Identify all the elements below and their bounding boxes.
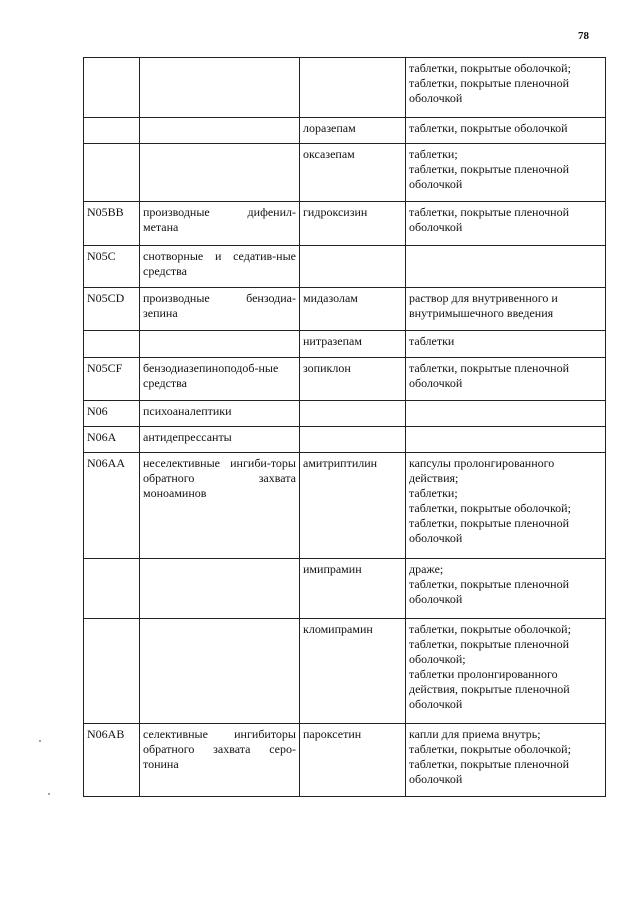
- dosage-form-cell: таблетки, покрытые оболочкой; таблетки, покрытые пленочной оболочкой; таблетки пролонгированного действия, покрытые пленочной оболочкой: [406, 619, 606, 724]
- pharm-group-cell: [140, 331, 300, 358]
- table-row: [84, 559, 606, 619]
- atc-code-cell: [84, 118, 140, 144]
- atc-code-cell: N06AB: [84, 724, 140, 797]
- drug-name-cell: нитразепам: [300, 331, 406, 358]
- drug-name-cell: кломипрамин: [300, 619, 406, 724]
- atc-code-cell: [84, 144, 140, 202]
- dosage-form-cell: драже; таблетки, покрытые пленочной оболочкой: [406, 559, 606, 619]
- drug-name-cell: [300, 401, 406, 427]
- drug-table-body: [84, 58, 606, 797]
- pharm-group-cell: неселективные ингиби-торы обратного захвата моноаминов: [140, 453, 300, 559]
- table-row: [84, 202, 606, 246]
- pharm-group-cell: снотворные и седатив-ные средства: [140, 246, 300, 288]
- atc-code-cell: [84, 559, 140, 619]
- drug-name-cell: оксазепам: [300, 144, 406, 202]
- dosage-form-cell: таблетки, покрытые пленочной оболочкой: [406, 358, 606, 401]
- drug-name-cell: [300, 58, 406, 118]
- drug-name-cell: лоразепам: [300, 118, 406, 144]
- scan-speck: [48, 793, 50, 795]
- pharm-group-cell: [140, 619, 300, 724]
- atc-code-cell: N06AA: [84, 453, 140, 559]
- atc-code-cell: N06A: [84, 427, 140, 453]
- table-row: [84, 288, 606, 331]
- table-row: [84, 401, 606, 427]
- page-number: 78: [578, 30, 589, 42]
- pharm-group-cell: антидепрессанты: [140, 427, 300, 453]
- dosage-form-cell: таблетки: [406, 331, 606, 358]
- drug-name-cell: гидроксизин: [300, 202, 406, 246]
- atc-code-cell: N06: [84, 401, 140, 427]
- atc-code-cell: N05C: [84, 246, 140, 288]
- drug-name-cell: амитриптилин: [300, 453, 406, 559]
- pharm-group-cell: селективные ингибиторы обратного захвата серо-тонина: [140, 724, 300, 797]
- dosage-form-cell: раствор для внутривенного и внутримышечного введения: [406, 288, 606, 331]
- drug-name-cell: зопиклон: [300, 358, 406, 401]
- dosage-form-cell: таблетки; таблетки, покрытые пленочной оболочкой: [406, 144, 606, 202]
- table-row: [84, 427, 606, 453]
- table-row: [84, 58, 606, 118]
- atc-code-cell: N05CF: [84, 358, 140, 401]
- pharm-group-cell: производные бензодиа-зепина: [140, 288, 300, 331]
- table-row: [84, 118, 606, 144]
- dosage-form-cell: таблетки, покрытые оболочкой; таблетки, покрытые пленочной оболочкой: [406, 58, 606, 118]
- pharm-group-cell: психоаналептики: [140, 401, 300, 427]
- table-row: [84, 619, 606, 724]
- atc-code-cell: [84, 331, 140, 358]
- atc-code-cell: [84, 58, 140, 118]
- dosage-form-cell: таблетки, покрытые оболочкой: [406, 118, 606, 144]
- table-row: [84, 331, 606, 358]
- atc-code-cell: N05CD: [84, 288, 140, 331]
- table-row: [84, 246, 606, 288]
- pharm-group-cell: [140, 118, 300, 144]
- atc-code-cell: [84, 619, 140, 724]
- table-row: [84, 724, 606, 797]
- drug-table: [83, 57, 606, 797]
- dosage-form-cell: капсулы пролонгированного действия; таблетки; таблетки, покрытые оболочкой; таблетки, покрытые пленочной оболочкой: [406, 453, 606, 559]
- scan-speck: [39, 740, 41, 742]
- atc-code-cell: N05BB: [84, 202, 140, 246]
- drug-name-cell: мидазолам: [300, 288, 406, 331]
- dosage-form-cell: [406, 401, 606, 427]
- table-row: [84, 453, 606, 559]
- drug-name-cell: [300, 427, 406, 453]
- pharm-group-cell: [140, 144, 300, 202]
- dosage-form-cell: [406, 427, 606, 453]
- pharm-group-cell: производные дифенил-метана: [140, 202, 300, 246]
- table-row: [84, 358, 606, 401]
- drug-name-cell: имипрамин: [300, 559, 406, 619]
- pharm-group-cell: [140, 58, 300, 118]
- dosage-form-cell: таблетки, покрытые пленочной оболочкой: [406, 202, 606, 246]
- drug-name-cell: [300, 246, 406, 288]
- pharm-group-cell: бензодиазепиноподоб-ные средства: [140, 358, 300, 401]
- drug-name-cell: пароксетин: [300, 724, 406, 797]
- pharm-group-cell: [140, 559, 300, 619]
- dosage-form-cell: капли для приема внутрь; таблетки, покрытые оболочкой; таблетки, покрытые пленочной оболочкой: [406, 724, 606, 797]
- table-row: [84, 144, 606, 202]
- dosage-form-cell: [406, 246, 606, 288]
